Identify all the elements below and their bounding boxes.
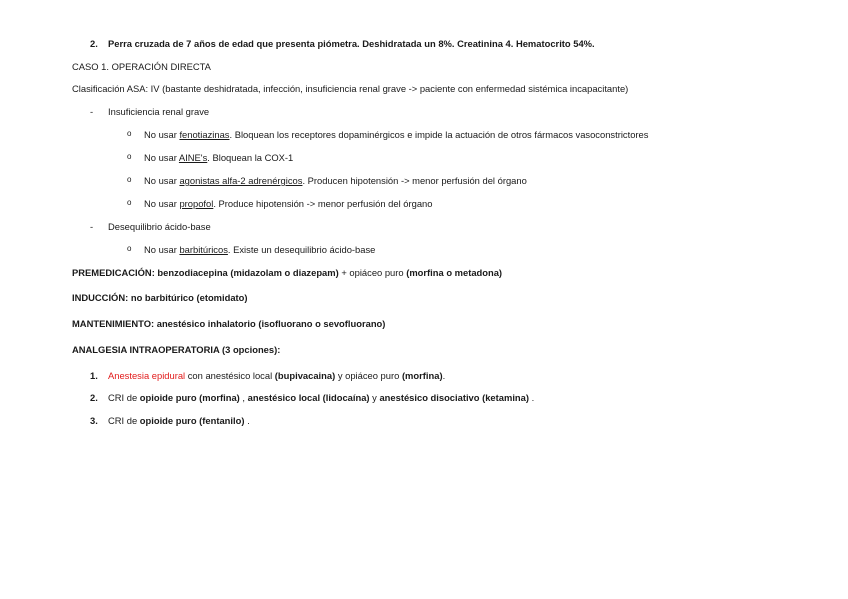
text-segment: , — [239, 392, 248, 403]
premedicacion — [72, 267, 502, 279]
text-segment: y opiáceo puro — [335, 370, 402, 381]
text-segment: y — [369, 392, 380, 403]
bullet-prefix: No usar — [144, 244, 180, 255]
text-segment: CRI de — [108, 415, 140, 426]
premedicacion-label: PREMEDICACIÓN: — [72, 267, 155, 278]
bullet-propofol — [144, 198, 432, 210]
bullet-prefix: No usar — [144, 198, 180, 209]
premedicacion-part2: + opiáceo puro — [338, 267, 407, 278]
bullet-prefix: No usar — [144, 175, 180, 186]
section-label-acido-base: Desequilibrio ácido-base — [108, 221, 211, 232]
induccion — [72, 292, 248, 304]
case-title: CASO 1. OPERACIÓN DIRECTA — [72, 61, 211, 72]
bullet-rest: . Producen hipotensión -> menor perfusión del órgano — [302, 175, 527, 186]
mantenimiento — [72, 318, 385, 330]
induccion-text: no barbitúrico (etomidato) — [128, 292, 248, 303]
drug-term: barbitúricos — [179, 244, 228, 255]
bullet-aines — [144, 152, 293, 164]
bold-segment: anestésico local (lidocaína) — [247, 392, 370, 403]
list-number: 3. — [90, 415, 98, 426]
premedicacion-part1: benzodiacepina (midazolam o diazepam) — [154, 267, 339, 278]
bullet-rest: . Bloquean la COX-1 — [207, 152, 294, 163]
drug-term: propofol — [179, 198, 214, 209]
asa-classification: Clasificación ASA: IV (bastante deshidratada, infección, insuficiencia renal grave -> paciente con enfermedad sistémica incapacitante) — [72, 83, 629, 94]
dash-marker: - — [90, 221, 94, 232]
bullet-marker: o — [127, 152, 132, 161]
bullet-marker: o — [127, 129, 132, 138]
text-segment: . — [244, 415, 250, 426]
mantenimiento-label: MANTENIMIENTO: — [72, 318, 155, 329]
case-description: Perra cruzada de 7 años de edad que presenta piómetra. Deshidratada un 8%. Creatinina 4. Hematocrito 54%. — [108, 38, 595, 49]
bullet-rest: . Produce hipotensión -> menor perfusión del órgano — [213, 198, 433, 209]
bold-segment: opioide puro (morfina) — [139, 392, 240, 403]
bullet-rest: . Existe un desequilibrio ácido-base — [227, 244, 376, 255]
bullet-fenotiazinas — [144, 129, 648, 141]
dash-marker: - — [90, 106, 94, 117]
analgesia-option-1 — [108, 370, 445, 382]
analgesia-title: ANALGESIA INTRAOPERATORIA (3 opciones): — [72, 344, 281, 355]
drug-term: agonistas alfa-2 adrenérgicos — [179, 175, 303, 186]
analgesia-option-3 — [108, 415, 250, 427]
premedicacion-part3: (morfina o metadona) — [406, 267, 503, 278]
bold-segment: anestésico disociativo (ketamina) — [379, 392, 529, 403]
list-number: 1. — [90, 370, 98, 381]
section-label-renal: Insuficiencia renal grave — [108, 106, 210, 117]
mantenimiento-text: anestésico inhalatorio (isofluorano o sevofluorano) — [154, 318, 386, 329]
text-segment: . — [529, 392, 535, 403]
bullet-marker: o — [127, 175, 132, 184]
highlight-red-text: Anestesia epidural — [108, 370, 186, 381]
list-number: 2. — [90, 392, 98, 403]
bullet-prefix: No usar — [144, 129, 180, 140]
bullet-prefix: No usar — [144, 152, 179, 163]
induccion-label: INDUCCIÓN: — [72, 292, 129, 303]
list-number: 2. — [90, 38, 98, 49]
analgesia-option-2 — [108, 392, 534, 404]
drug-term: AINE's — [178, 152, 208, 163]
bullet-marker: o — [127, 244, 132, 253]
bullet-rest: . Bloquean los receptores dopaminérgicos e impide la actuación de otros fármacos vasoconstrictores — [229, 129, 649, 140]
bold-segment: (bupivacaina) — [274, 370, 336, 381]
drug-term: fenotiazinas — [179, 129, 230, 140]
bullet-alfa2 — [144, 175, 527, 187]
bullet-marker: o — [127, 198, 132, 207]
bold-segment: opioide puro (fentanilo) — [139, 415, 245, 426]
text-segment: . — [442, 370, 446, 381]
bold-segment: (morfina) — [401, 370, 443, 381]
text-segment: con anestésico local — [185, 370, 275, 381]
bullet-barbituricos — [144, 244, 375, 256]
text-segment: CRI de — [108, 392, 140, 403]
